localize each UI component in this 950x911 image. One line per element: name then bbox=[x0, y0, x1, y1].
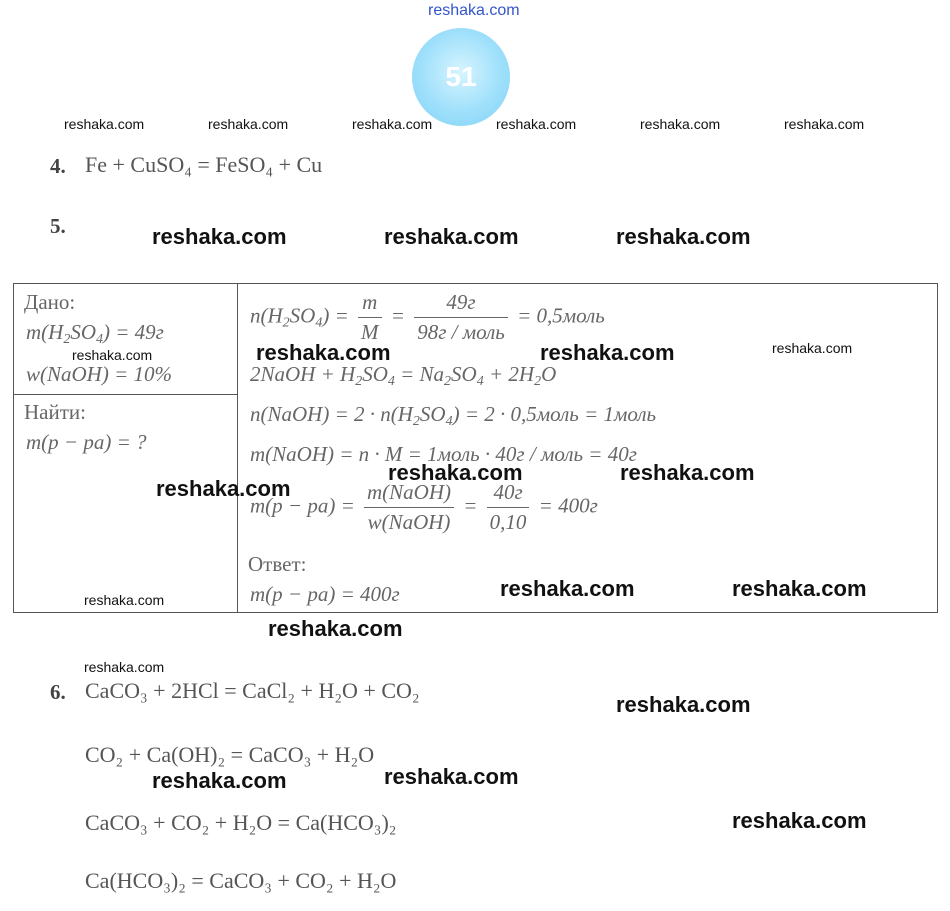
watermark: reshaka.com bbox=[64, 116, 145, 132]
solution-acid-moles: $n(H_2SO_4)$ = $\frac{m}{M}$ = $\frac{49г}{\text{98г / моль}}$ = 0,5моль bbox=[250, 290, 605, 344]
watermark: reshaka.com bbox=[500, 576, 635, 601]
solution-total-mass: m(р − ра) = $\frac{\text{m(NaOH)}}{\text{w(NaOH)}}$ = $\frac{40г}{0,10}$ = 400г bbox=[250, 480, 598, 534]
problem-5-table bbox=[13, 283, 938, 613]
find-solution-mass: m(р − ра) = ? bbox=[26, 430, 147, 454]
problem-6-equation-1: CaCO₃ + 2HCl = CaCl₂ + H₂O + CO₂ bbox=[85, 678, 420, 703]
watermark: reshaka.com bbox=[152, 224, 287, 249]
watermark: reshaka.com bbox=[352, 116, 433, 132]
problem-6-equation-2: CO₂ + Ca(OH)₂ = CaCO₃ + H₂O bbox=[85, 742, 375, 767]
watermark: reshaka.com bbox=[152, 768, 287, 793]
solution-reaction: 2NaOH + $H_2SO_4 = Na_2SO_4 + 2H_2O$ bbox=[250, 362, 557, 389]
watermark: reshaka.com bbox=[732, 808, 867, 833]
watermark: reshaka.com bbox=[616, 692, 751, 717]
watermark: reshaka.com bbox=[156, 476, 291, 501]
watermark: reshaka.com bbox=[72, 347, 153, 363]
page-number-badge: 51 bbox=[412, 28, 510, 126]
watermark: reshaka.com bbox=[616, 224, 751, 249]
watermark: reshaka.com bbox=[620, 460, 755, 485]
watermark: reshaka.com bbox=[384, 224, 519, 249]
watermark: reshaka.com bbox=[640, 116, 721, 132]
problem-6-number: 6. bbox=[50, 680, 66, 704]
watermark: reshaka.com bbox=[540, 340, 675, 365]
solution-naoh-mass: m(NaOH) = n · M = 1моль · 40г / моль = 40г bbox=[250, 442, 637, 466]
watermark: reshaka.com bbox=[384, 764, 519, 789]
watermark: reshaka.com bbox=[784, 116, 865, 132]
solution-naoh-moles: n(NaOH) = $2 \cdot n(H_2SO_4) = 2$ · 0,5моль = 1моль bbox=[250, 402, 657, 429]
watermark: reshaka.com bbox=[256, 340, 391, 365]
given-acid-mass: $m(H_2SO_4) = 49г$ bbox=[26, 320, 164, 347]
watermark: reshaka.com bbox=[208, 116, 289, 132]
watermark: reshaka.com bbox=[84, 659, 165, 675]
watermark: reshaka.com bbox=[84, 592, 165, 608]
watermark: reshaka.com bbox=[268, 616, 403, 641]
watermark-top: reshaka.com bbox=[428, 2, 520, 19]
problem-5-number: 5. bbox=[50, 214, 66, 238]
problem-4-equation: Fe + CuSO₄ = FeSO₄ + Cu bbox=[85, 152, 323, 177]
problem-6-equation-4: Ca(HCO₃)₂ = CaCO₃ + CO₂ + H₂O bbox=[85, 868, 397, 893]
watermark: reshaka.com bbox=[496, 116, 577, 132]
table-divider bbox=[14, 394, 238, 395]
answer-value: m(р − ра) = 400г bbox=[250, 582, 400, 606]
watermark: reshaka.com bbox=[772, 340, 853, 356]
given-label: Дано: bbox=[24, 290, 76, 314]
problem-6-equation-3: CaCO₃ + CO₂ + H₂O = Ca(HCO₃)₂ bbox=[85, 810, 397, 835]
watermark: reshaka.com bbox=[732, 576, 867, 601]
answer-label: Ответ: bbox=[248, 552, 307, 576]
problem-4-number: 4. bbox=[50, 154, 66, 178]
given-naoh-fraction: w(NaOH) = 10% bbox=[26, 362, 172, 386]
find-label: Найти: bbox=[24, 400, 86, 424]
watermark: reshaka.com bbox=[388, 460, 523, 485]
table-divider bbox=[237, 284, 238, 612]
